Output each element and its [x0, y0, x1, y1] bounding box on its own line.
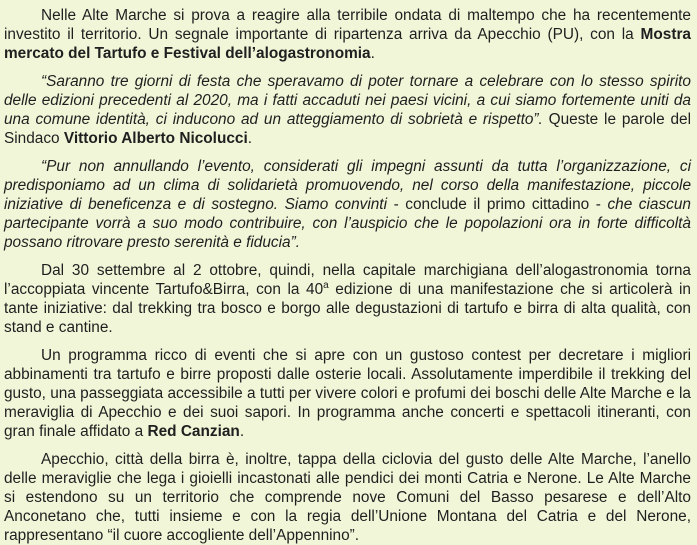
edition-superscript: a — [323, 279, 329, 291]
mayor-quote: “Saranno tre giorni di festa che speravamo di poter tornare a celebrare con lo stesso spirito delle edizioni precedenti al 2020, ma i fatti accaduti nei paesi vicini, a cui siamo fortemente uniti da una comune identità, ci inducono ad un atteggiamento di sobrietà e rispetto”. — [4, 73, 691, 128]
paragraph-dates — [4, 261, 691, 337]
dates-text-cont: edizione di una manifestazione che si articolerà in tante iniziative: dal trekking tra bosco e borgo alle degustazioni di tartufo e birra di alta qualità, con stand e cantine. — [4, 281, 691, 336]
finale-artist: Red Canzian — [147, 423, 240, 440]
quote-attribution: Queste le parole del Sindaco — [4, 111, 691, 147]
intro-text: Nelle Alte Marche si prova a reagire alla terribile ondata di maltempo che ha recentemente investito il territorio. Un segnale importante di ripartenza arriva da Apecchio (PU), con la — [4, 7, 691, 43]
solidarity-quote-part1: “Pur non annullando l’evento, considerati gli impegni assunti da tutta l’organizzazione, ci predisponiamo ad un clima di solidarietà promuovendo, nel corso della manifestazione, piccole iniziative di beneficenza e di sostegno. Siamo convinti — [4, 158, 691, 213]
paragraph-solidarity-quote — [4, 157, 691, 252]
dates-text: Dal 30 settembre al 2 ottobre, quindi, nella capitale marchigiana dell’alogastronomia torna l’accoppiata vincente Tartufo&Birra, con la 40 — [4, 262, 691, 298]
program-text: Un programma ricco di eventi che si apre con un gustoso contest per decretare i migliori abbinamenti tra tartufo e birre proposti dalle osterie locali. Assolutamente imperdibile il trekking del gusto, una passeggiata accessibile a tutti per vivere colori e profumi dei boschi delle Alte Marche e la meraviglia di Apecchio e dei suoi sapori. In programma anche concerti e spettacoli itineranti, con gran finale affidato a — [4, 347, 691, 440]
event-name: Mostra mercato del Tartufo e Festival dell’alogastronomia — [4, 26, 691, 62]
paragraph-intro — [4, 6, 691, 63]
paragraph-program — [4, 346, 691, 441]
program-end: . — [239, 423, 245, 440]
intro-end: . — [370, 45, 375, 62]
apecchio-text: Apecchio, città della birra è, inoltre, tappa della ciclovia del gusto delle Alte Marche, l’anello delle meraviglie che lega i gioielli incastonati alle pendici dei monti Catria e Nerone. Le Alte Marche si estendono su un territorio che comprende nove Comuni del Basso pesarese e dell’Alto Anconetano che, tutti insieme e con la regia dell’Unione Montana del Catria e del Nerone, rappresentano “il cuore accogliente dell’Appennino”. — [4, 451, 691, 544]
paragraph-apecchio — [4, 450, 691, 545]
solidarity-quote-part2: che ciascun partecipante vorrà a suo modo contribuire, con l’auspicio che le popolazioni ora in forte difficoltà possano ritrovare presto serenità e fiducia”. — [4, 196, 691, 251]
mayor-name: Vittorio Alberto Nicolucci — [63, 130, 248, 147]
attribution-end: . — [247, 130, 253, 147]
paragraph-mayor-quote — [4, 72, 691, 148]
quote-interjection: - conclude il primo cittadino - — [387, 196, 608, 213]
